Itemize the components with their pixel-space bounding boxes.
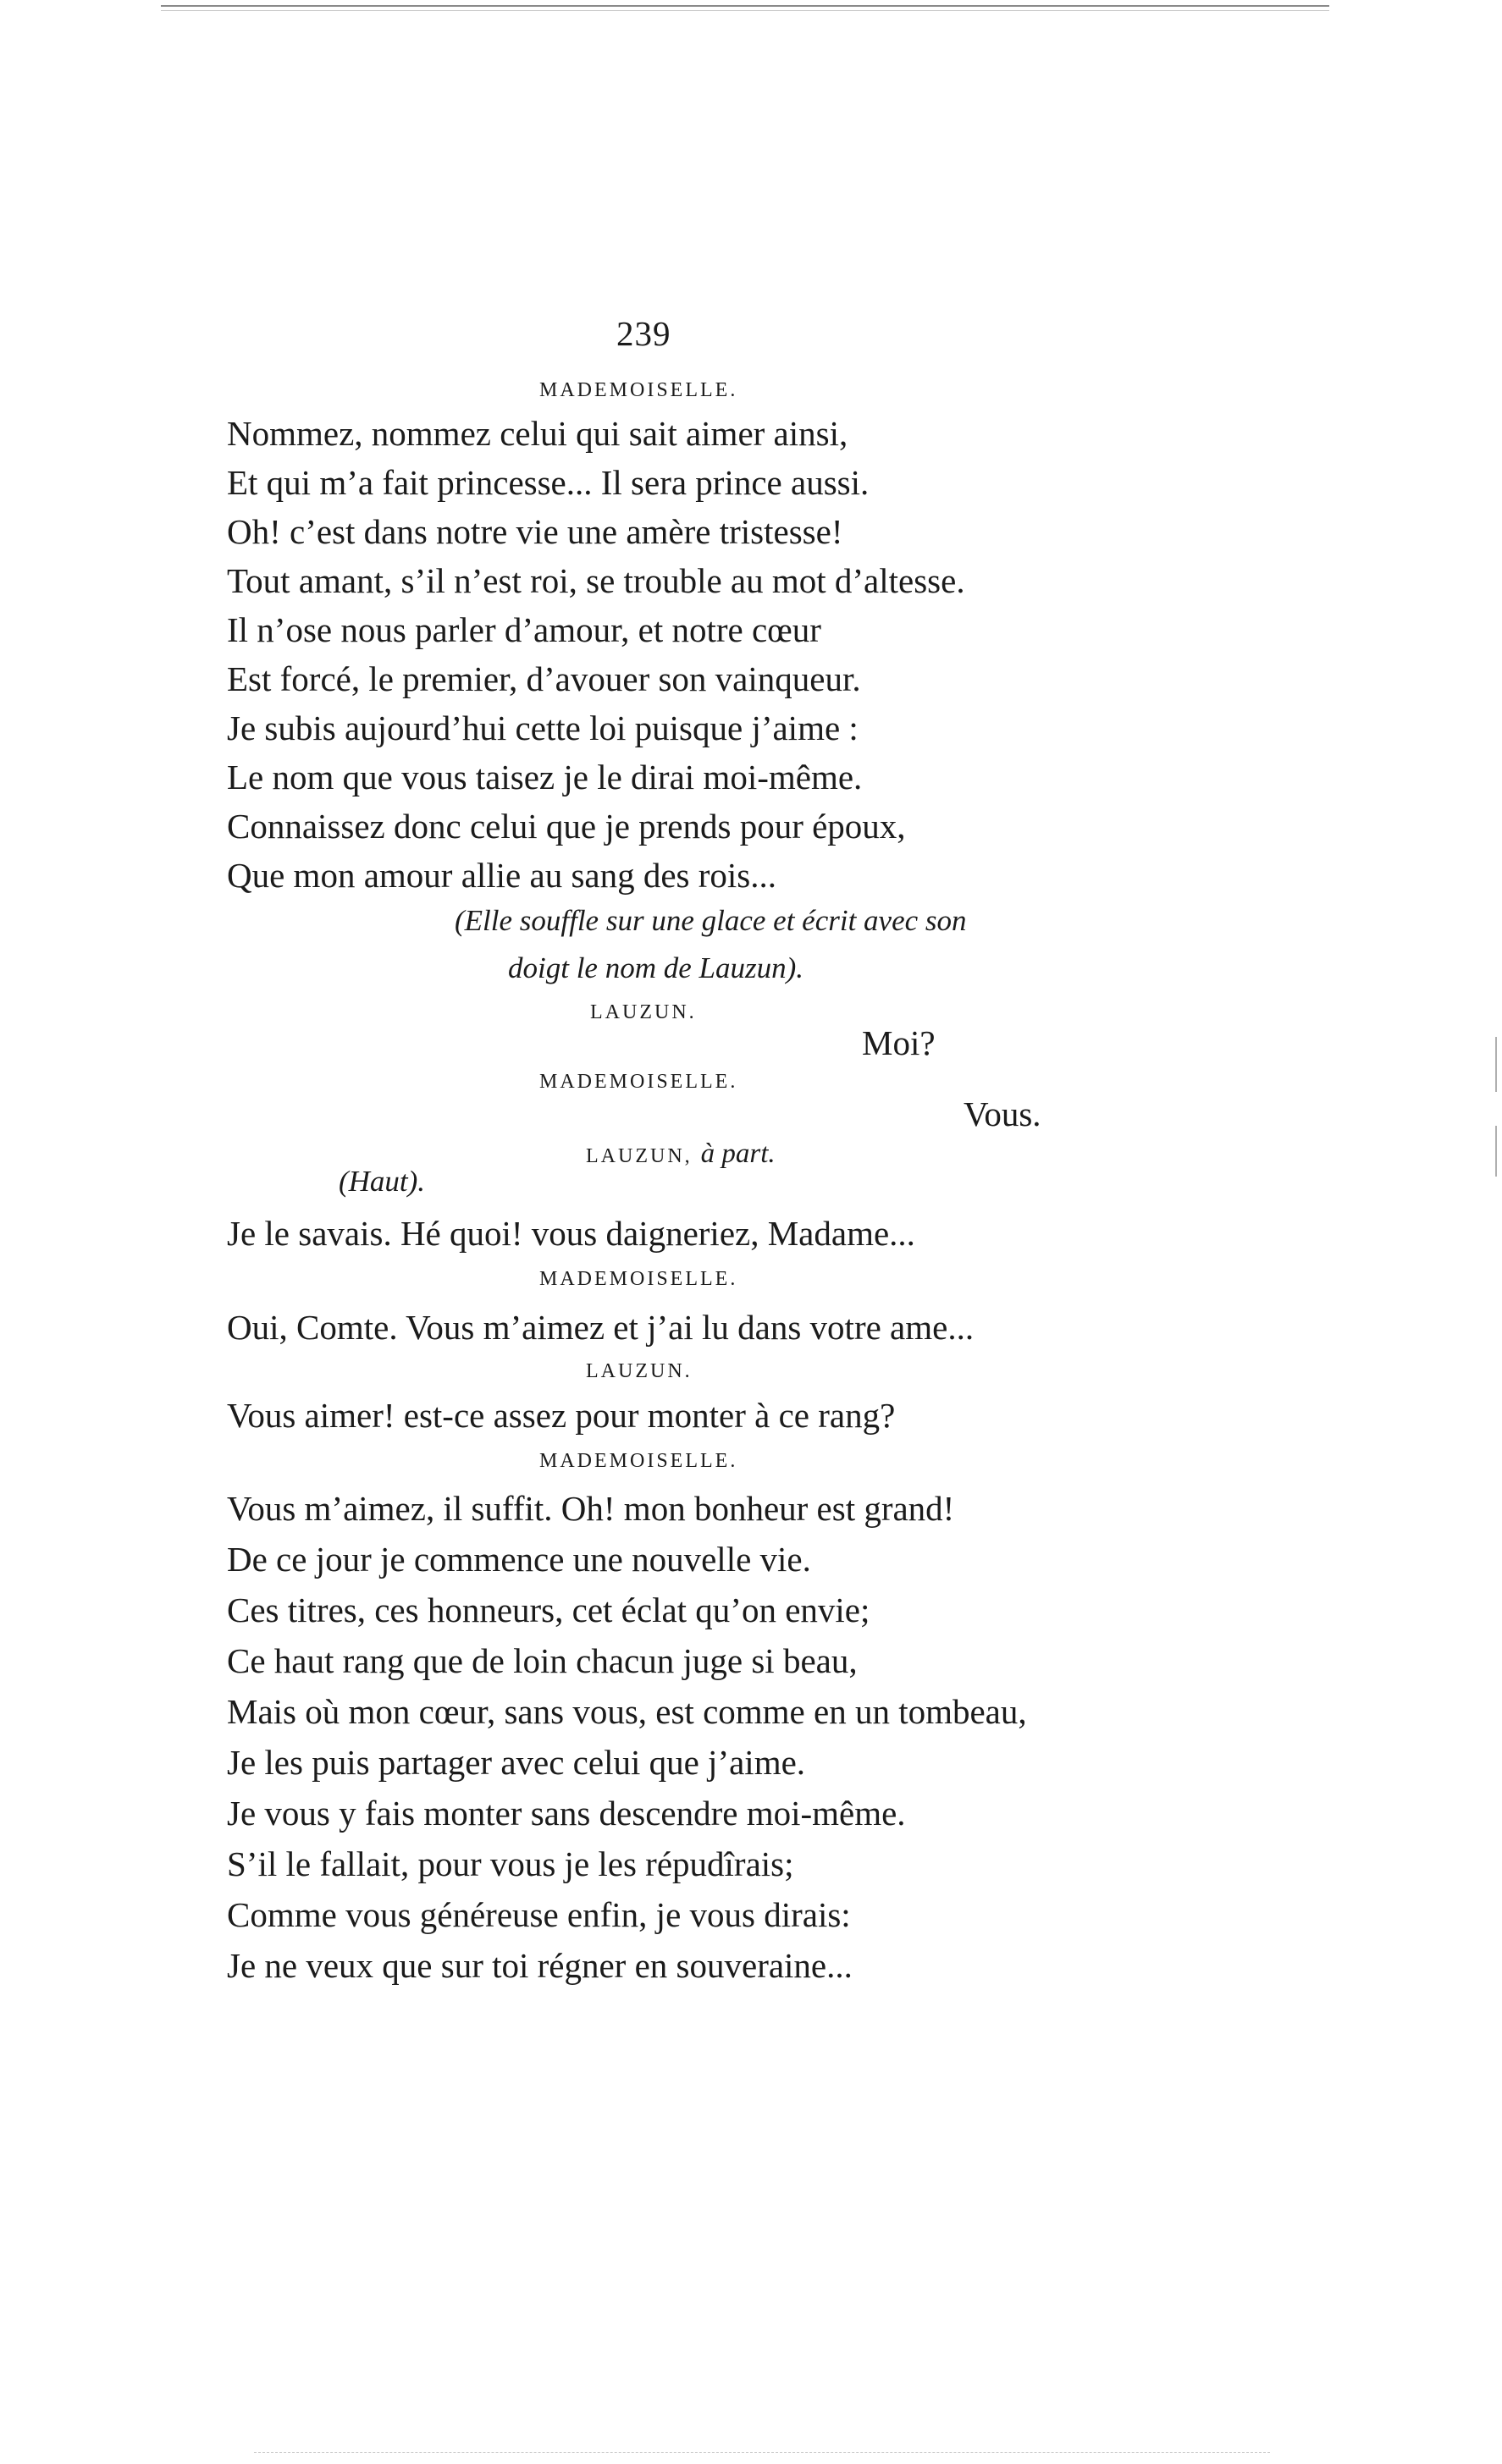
speaker-name: LAUZUN, bbox=[586, 1145, 693, 1167]
aside-direction: à part. bbox=[700, 1138, 776, 1169]
reply-vous: Vous. bbox=[964, 1094, 1041, 1133]
verse-line: Je les puis partager avec celui que j’aime. bbox=[227, 1743, 806, 1782]
right-margin-mark bbox=[1495, 1126, 1497, 1177]
verse-line: Je le savais. Hé quoi! vous daigneriez, Madame... bbox=[227, 1214, 915, 1253]
stage-direction-haut: (Haut). bbox=[339, 1165, 426, 1198]
verse-line: Que mon amour allie au sang des rois... bbox=[227, 856, 777, 895]
verse-line: S’il le fallait, pour vous je les répudîrais; bbox=[227, 1844, 794, 1883]
verse-line: Vous m’aimez, il suffit. Oh! mon bonheur est grand! bbox=[227, 1489, 955, 1528]
verse-line: Je vous y fais monter sans descendre moi-même. bbox=[227, 1794, 906, 1833]
bottom-border-line bbox=[254, 2452, 1270, 2453]
speaker-lauzun-aside bbox=[586, 1138, 776, 1170]
verse-line: Est forcé, le premier, d’avouer son vainqueur. bbox=[227, 659, 861, 698]
verse-line: Et qui m’a fait princesse... Il sera prince aussi. bbox=[227, 463, 870, 502]
speaker-mademoiselle: MADEMOISELLE. bbox=[539, 1071, 738, 1093]
speaker-lauzun: LAUZUN. bbox=[586, 1360, 693, 1382]
verse-line: Vous aimer! est-ce assez pour monter à ce rang? bbox=[227, 1396, 896, 1435]
verse-line: Mais où mon cœur, sans vous, est comme en un tombeau, bbox=[227, 1692, 1027, 1731]
verse-line: Oui, Comte. Vous m’aimez et j’ai lu dans votre ame... bbox=[227, 1308, 975, 1347]
verse-line: De ce jour je commence une nouvelle vie. bbox=[227, 1540, 811, 1579]
verse-line: Je subis aujourd’hui cette loi puisque j’aime : bbox=[227, 708, 859, 747]
top-border-line-secondary bbox=[161, 10, 1329, 11]
verse-line: Il n’ose nous parler d’amour, et notre cœur bbox=[227, 610, 821, 649]
top-border-line bbox=[161, 5, 1329, 7]
speaker-lauzun: LAUZUN. bbox=[590, 1001, 697, 1023]
verse-line: Ces titres, ces honneurs, cet éclat qu’on envie; bbox=[227, 1590, 870, 1629]
verse-line: Ce haut rang que de loin chacun juge si beau, bbox=[227, 1641, 858, 1680]
page-number: 239 bbox=[616, 314, 671, 353]
speaker-mademoiselle: MADEMOISELLE. bbox=[539, 379, 738, 401]
verse-line: Comme vous généreuse enfin, je vous dirais: bbox=[227, 1895, 851, 1934]
stage-direction-line: (Elle souffle sur une glace et écrit avec son bbox=[455, 904, 967, 937]
speaker-mademoiselle: MADEMOISELLE. bbox=[539, 1268, 738, 1290]
speaker-mademoiselle: MADEMOISELLE. bbox=[539, 1450, 738, 1472]
verse-line: Connaissez donc celui que je prends pour époux, bbox=[227, 807, 906, 846]
verse-line: Oh! c’est dans notre vie une amère tristesse! bbox=[227, 512, 843, 551]
verse-line: Tout amant, s’il n’est roi, se trouble au mot d’altesse. bbox=[227, 561, 965, 600]
stage-direction-line: doigt le nom de Lauzun). bbox=[508, 951, 804, 984]
reply-moi: Moi? bbox=[862, 1023, 936, 1062]
right-margin-mark bbox=[1495, 1037, 1497, 1092]
verse-line: Nommez, nommez celui qui sait aimer ainsi, bbox=[227, 414, 848, 453]
verse-line: Je ne veux que sur toi régner en souveraine... bbox=[227, 1946, 853, 1985]
verse-line: Le nom que vous taisez je le dirai moi-même. bbox=[227, 758, 863, 797]
